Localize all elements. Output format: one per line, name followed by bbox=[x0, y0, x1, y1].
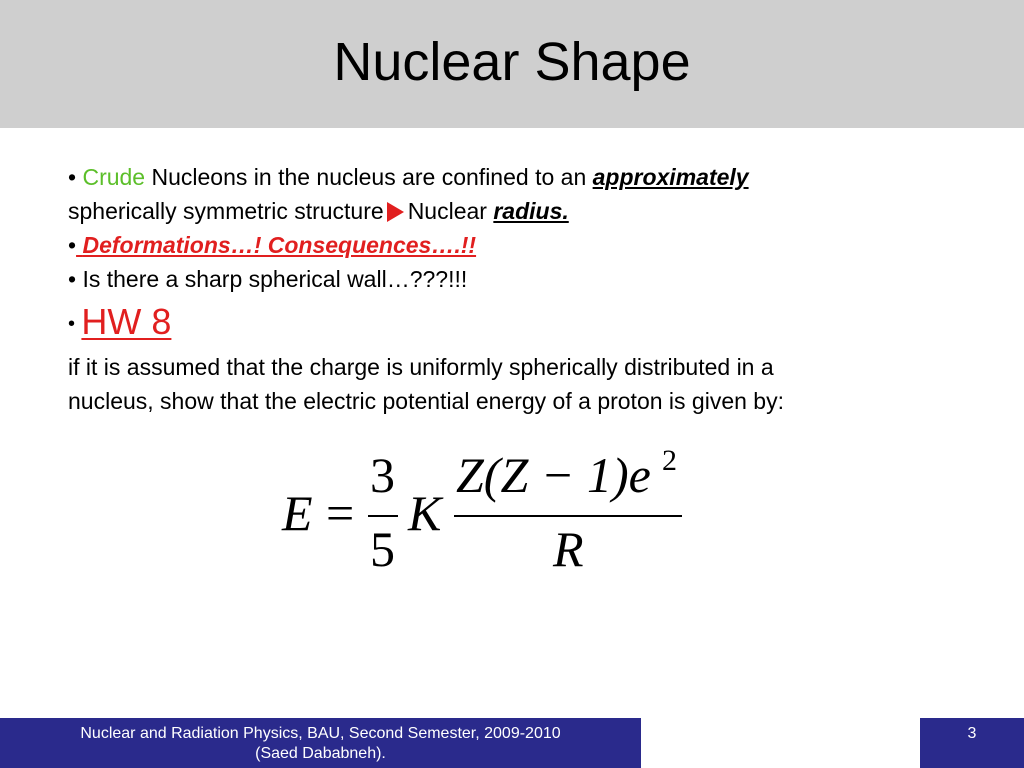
formula-frac-numerator: 3 bbox=[370, 447, 395, 503]
formula-frac-denominator: 5 bbox=[370, 521, 395, 577]
formula-fraction-bar-main bbox=[454, 515, 682, 517]
crude-label: Crude bbox=[82, 164, 146, 190]
bullet-2 bbox=[68, 228, 968, 262]
nuclear-label: Nuclear bbox=[407, 198, 487, 224]
formula-exponent: 2 bbox=[662, 444, 677, 477]
bullet-dot: • bbox=[68, 164, 77, 190]
bullet-1-line-2 bbox=[68, 194, 968, 228]
formula-denominator: R bbox=[553, 521, 584, 577]
formula-numerator: Z(Z − 1)e bbox=[456, 447, 651, 503]
title-bar bbox=[0, 0, 1024, 128]
bullet-1-text-2: spherically symmetric structure bbox=[68, 198, 384, 224]
footer-course-info bbox=[0, 718, 641, 768]
approximately-emphasis: approximately bbox=[592, 164, 749, 190]
right-arrow-icon bbox=[387, 202, 404, 222]
formula-equals: = bbox=[326, 485, 355, 541]
radius-emphasis: radius. bbox=[493, 198, 569, 224]
formula-fraction-bar-small bbox=[368, 515, 398, 517]
bullet-dot: • bbox=[68, 232, 77, 258]
deformations-text: Deformations…! Consequences….!! bbox=[82, 232, 477, 258]
footer-course: Nuclear and Radiation Physics, BAU, Second Semester, 2009-2010 bbox=[80, 725, 561, 742]
bullet-4 bbox=[68, 298, 968, 350]
slide-body bbox=[68, 160, 968, 418]
hw-text-line-1: if it is assumed that the charge is uniformly spherically distributed in a bbox=[68, 354, 774, 380]
bullet-3: • Is there a sharp spherical wall…???!!! bbox=[68, 266, 468, 292]
formula-lhs: E bbox=[282, 485, 313, 541]
energy-formula bbox=[276, 444, 696, 588]
footer bbox=[0, 718, 1024, 768]
bullet-dot: • bbox=[68, 313, 76, 335]
footer-author: (Saed Dababneh). bbox=[255, 745, 386, 762]
hw-8-link[interactable]: HW 8 bbox=[81, 301, 172, 342]
slide-title: Nuclear Shape bbox=[333, 32, 691, 92]
bullet-1-line-1 bbox=[68, 160, 968, 194]
formula-constant-k: K bbox=[408, 485, 442, 541]
hw-text-line-2: nucleus, show that the electric potential energy of a proton is given by: bbox=[68, 388, 784, 414]
bullet-1-text: Nucleons in the nucleus are confined to an bbox=[151, 164, 587, 190]
slide-number: 3 bbox=[920, 718, 1024, 768]
